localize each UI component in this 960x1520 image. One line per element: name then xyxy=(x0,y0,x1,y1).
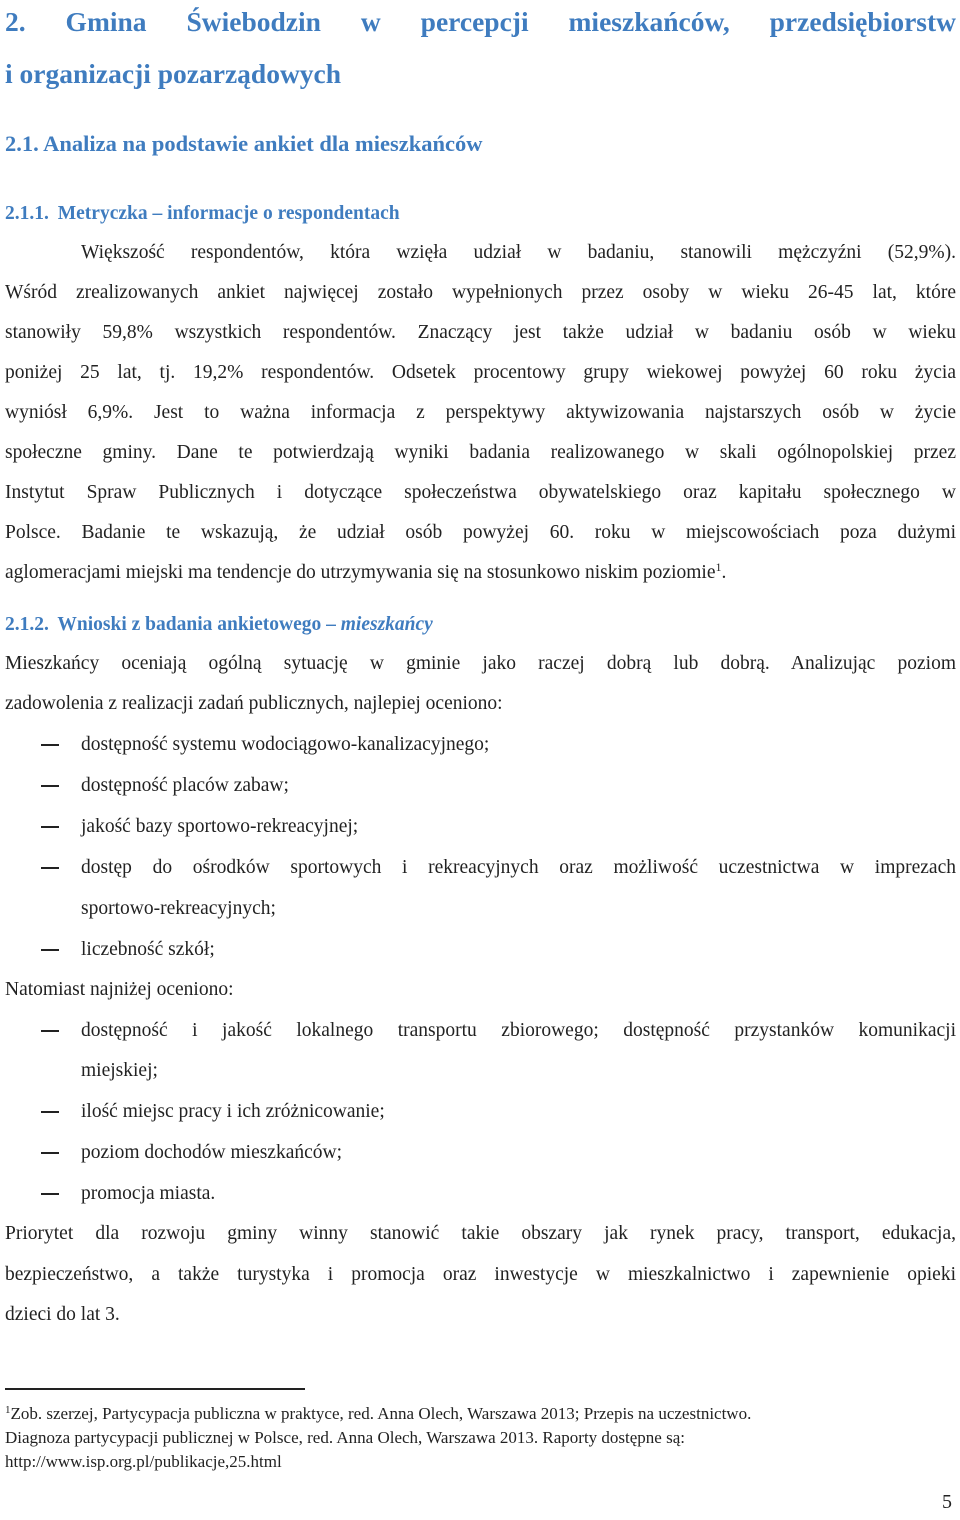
list-item-best-continuation: sportowo-rekreacyjnych; xyxy=(81,898,276,919)
footnote-reference[interactable]: 1 xyxy=(715,560,722,574)
page-number: 5 xyxy=(942,1491,952,1513)
paragraph-line: Wśród zrealizowanych ankiet najwięcej zostało wypełnionych przez osoby w wieku 26-45 lat, które xyxy=(5,282,956,303)
section-heading: 2.1. Analiza na podstawie ankiet dla mieszkańców xyxy=(5,131,483,156)
list-item-best: dostęp do ośrodków sportowych i rekreacyjnych oraz możliwość uczestnictwa w imprezach xyxy=(81,857,956,878)
list-item-best: jakość bazy sportowo-rekreacyjnej; xyxy=(81,816,359,837)
paragraph-line: bezpieczeństwo, a także turystyka i promocja oraz inwestycje w mieszkalnictwo i zapewnienie opieki xyxy=(5,1264,956,1285)
list-bullet-dash xyxy=(41,1030,59,1032)
subsection-heading-metryczka xyxy=(5,200,400,228)
footnote-separator xyxy=(5,1388,305,1390)
list-item-best: liczebność szkół; xyxy=(81,939,215,960)
list-item-worst: promocja miasta. xyxy=(81,1183,216,1204)
paragraph-line: społeczne gminy. Dane te potwierdzają wyniki badania realizowanego w skali ogólnopolskiej przez xyxy=(5,442,956,463)
subsection-title: Wnioski z badania ankietowego – xyxy=(57,614,341,635)
paragraph-line: Instytut Spraw Publicznych i dotyczące społeczeństwa obywatelskiego oraz kapitału społecznego w xyxy=(5,482,956,503)
subsection-number: 2.1.1. xyxy=(5,203,49,224)
footnote-link[interactable]: http://www.isp.org.pl/publikacje,25.html xyxy=(5,1452,282,1471)
list-bullet-dash xyxy=(41,867,59,869)
paragraph-line: Mieszkańcy oceniają ogólną sytuację w gminie jako raczej dobrą lub dobrą. Analizując poziom xyxy=(5,653,956,674)
paragraph-text: aglomeracjami miejski ma tendencje do utrzymywania się na stosunkowo niskim poziomie xyxy=(5,562,716,583)
footnote-line: Diagnoza partycypacji publicznej w Polsce, red. Anna Olech, Warszawa 2013. Raporty dostępne są: xyxy=(5,1428,685,1447)
list-bullet-dash xyxy=(41,949,59,951)
list-item-best: dostępność placów zabaw; xyxy=(81,775,289,796)
list-bullet-dash xyxy=(41,1111,59,1113)
list-bullet-dash xyxy=(41,1152,59,1154)
list-item-worst: dostępność i jakość lokalnego transportu zbiorowego; dostępność przystanków komunikacji xyxy=(81,1020,956,1041)
chapter-heading-line-2: i organizacji pozarządowych xyxy=(5,58,342,89)
list-item-worst-continuation: miejskiej; xyxy=(81,1060,158,1081)
paragraph-line: poniżej 25 lat, tj. 19,2% respondentów. Odsetek procentowy grupy wiekowej powyżej 60 roku życia xyxy=(5,362,956,383)
footnote-line xyxy=(5,1402,956,1426)
footnote-marker: 1 xyxy=(5,1404,11,1416)
list-item-best: dostępność systemu wodociągowo-kanalizacyjnego; xyxy=(81,734,490,755)
paragraph-line: Większość respondentów, która wzięła udział w badaniu, stanowili mężczyźni (52,9%). xyxy=(81,242,956,263)
chapter-heading-line-1: 2. Gmina Świebodzin w percepcji mieszkańców, przedsiębiorstw xyxy=(5,6,956,37)
paragraph-line: dzieci do lat 3. xyxy=(5,1304,120,1325)
footnote-text: Zob. szerzej, Partycypacja publiczna w praktyce, red. Anna Olech, Warszawa 2013; Przepis na uczestnictwo. xyxy=(10,1404,752,1423)
paragraph-line: Polsce. Badanie te wskazują, że udział osób powyżej 60. roku w miejscowościach poza dużymi xyxy=(5,522,956,543)
paragraph-line: Priorytet dla rozwoju gminy winny stanowić takie obszary jak rynek pracy, transport, edukacja, xyxy=(5,1223,956,1244)
paragraph-line: stanowiły 59,8% wszystkich respondentów. Znaczący jest także udział w badaniu osób w wieku xyxy=(5,322,956,343)
subsection-title-italic: mieszkańcy xyxy=(340,614,433,635)
list-bullet-dash xyxy=(41,744,59,746)
subsection-number: 2.1.2. xyxy=(5,614,49,635)
paragraph-line: Natomiast najniżej oceniono: xyxy=(5,979,234,1000)
list-item-worst: ilość miejsc pracy i ich zróżnicowanie; xyxy=(81,1101,385,1122)
subsection-heading-wnioski xyxy=(5,611,433,639)
list-item-worst: poziom dochodów mieszkańców; xyxy=(81,1142,343,1163)
sentence-end: . xyxy=(721,562,727,583)
paragraph-line: wyniósł 6,9%. Jest to ważna informacja z perspektywy aktywizowania najstarszych osób w życie xyxy=(5,402,956,423)
subsection-title: Metryczka – informacje o respondentach xyxy=(57,203,400,224)
list-bullet-dash xyxy=(41,826,59,828)
paragraph-line-last xyxy=(5,553,956,593)
list-bullet-dash xyxy=(41,1193,59,1195)
list-bullet-dash xyxy=(41,785,59,787)
paragraph-line: zadowolenia z realizacji zadań publicznych, najlepiej oceniono: xyxy=(5,693,503,714)
